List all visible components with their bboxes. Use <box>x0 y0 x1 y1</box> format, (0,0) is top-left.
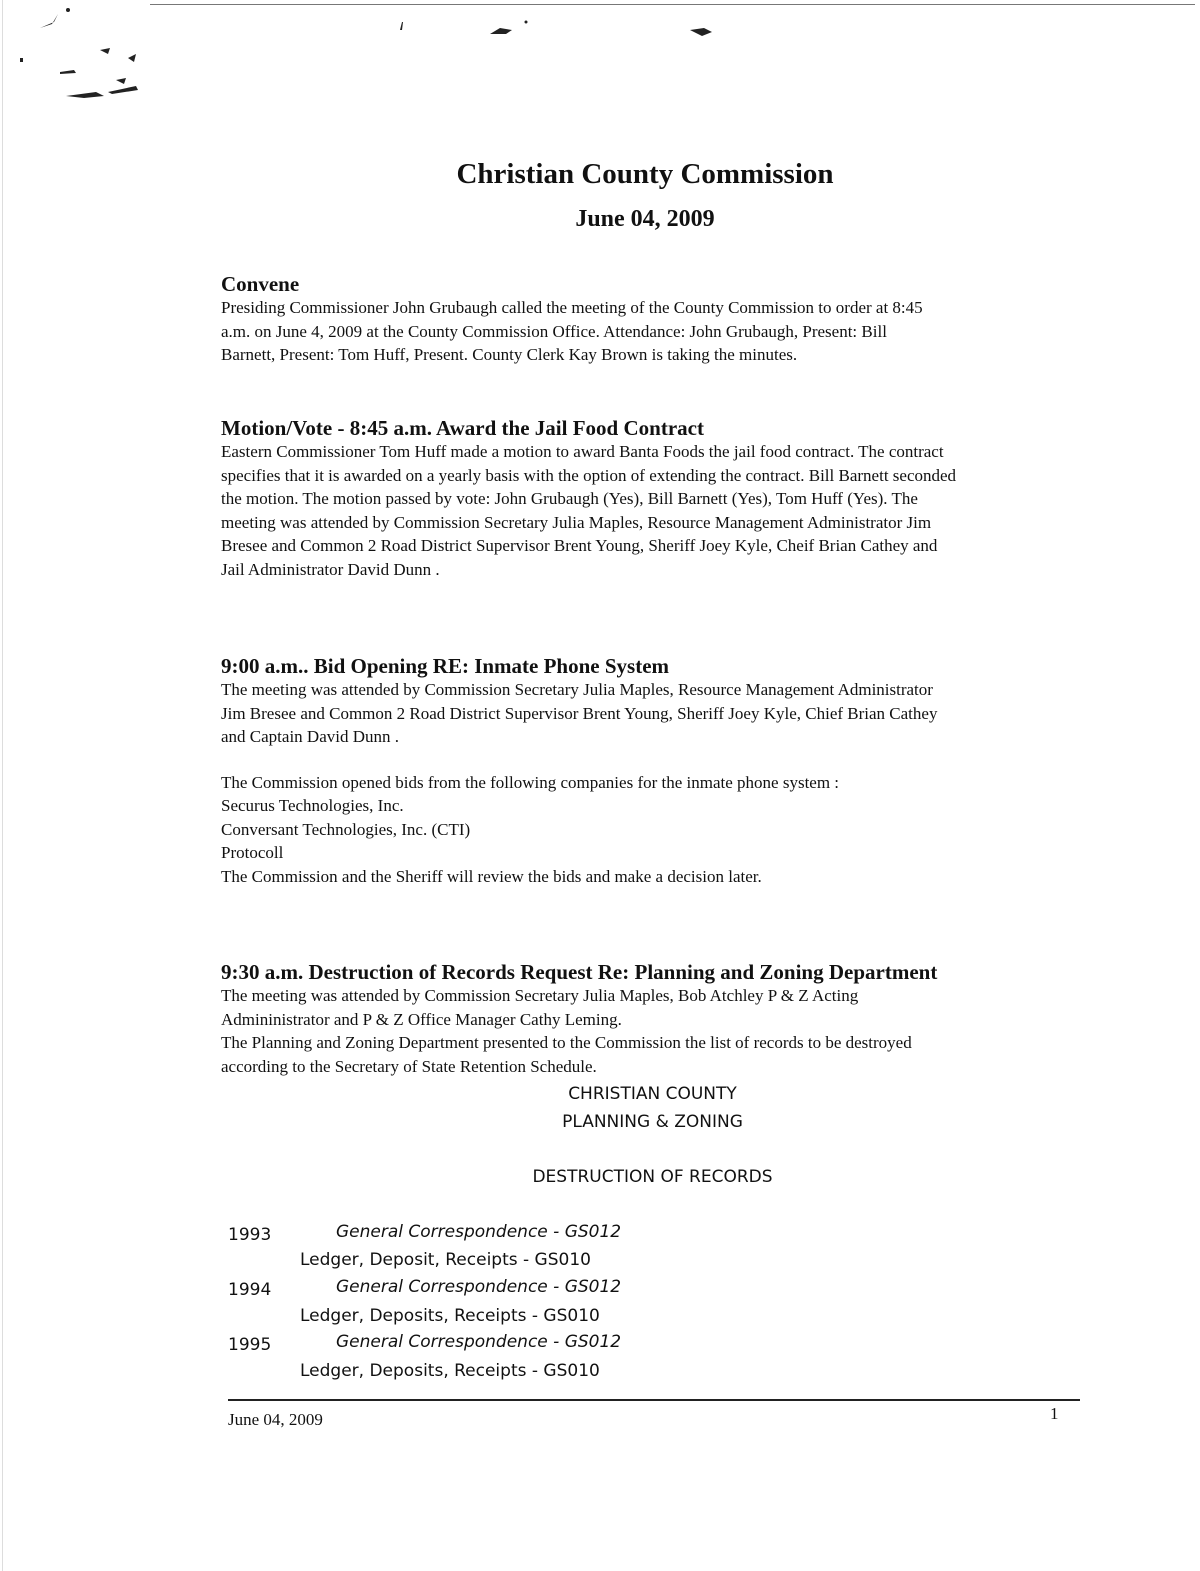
record-item: General Correspondence - GS012 <box>336 1277 622 1297</box>
section-motion-vote <box>221 416 1101 581</box>
section-heading: 9:00 a.m.. Bid Opening RE: Inmate Phone System <box>221 654 670 678</box>
record-year: 1993 <box>228 1225 272 1245</box>
text-line: Eastern Commissioner Tom Huff made a motion to award Banta Foods the jail food contract. The contract <box>221 442 944 461</box>
text-line: The Commission and the Sheriff will review the bids and make a decision later. <box>221 866 762 886</box>
scan-edge <box>2 0 3 1571</box>
text-line: the motion. The motion passed by vote: John Grubaugh (Yes), Bill Barnett (Yes), Tom Huff (Yes). The <box>221 489 918 508</box>
records-header-dept: PLANNING & ZONING <box>562 1112 743 1132</box>
text-line: Conversant Technologies, Inc. (CTI) <box>221 819 471 839</box>
text-line: meeting was attended by Commission Secretary Julia Maples, Resource Management Administrator Jim <box>221 512 932 532</box>
section-convene <box>221 272 1101 367</box>
text-line: specifies that it is awarded on a yearly basis with the option of extending the contract. Bill Barnett seconded <box>221 465 957 485</box>
paragraph <box>221 771 1101 889</box>
document-title: Christian County Commission <box>456 158 834 190</box>
record-year: 1994 <box>228 1280 272 1300</box>
paragraph <box>221 440 1101 581</box>
footer-rule <box>228 1399 1080 1401</box>
scan-specks <box>0 0 760 110</box>
record-item: Ledger, Deposits, Receipts - GS010 <box>300 1306 600 1326</box>
paragraph <box>221 296 1101 367</box>
paragraph <box>221 678 1101 749</box>
record-item: Ledger, Deposit, Receipts - GS010 <box>300 1250 591 1270</box>
text-line: according to the Secretary of State Retention Schedule. <box>221 1056 597 1076</box>
record-item: Ledger, Deposits, Receipts - GS010 <box>300 1361 600 1381</box>
records-header-county: CHRISTIAN COUNTY <box>568 1084 737 1104</box>
text-line: and Captain David Dunn . <box>221 727 399 746</box>
text-line: Admininistrator and P & Z Office Manager Cathy Leming. <box>221 1009 622 1029</box>
text-line: The Planning and Zoning Department presented to the Commission the list of records to be destroyed <box>221 1033 912 1052</box>
paragraph <box>221 984 1121 1078</box>
record-item: General Correspondence - GS012 <box>336 1332 622 1352</box>
document-date: June 04, 2009 <box>575 206 715 232</box>
records-subheader: DESTRUCTION OF RECORDS <box>532 1167 773 1187</box>
text-line: Jail Administrator David Dunn . <box>221 559 440 579</box>
section-heading: 9:30 a.m. Destruction of Records Request Re: Planning and Zoning Department <box>221 960 938 984</box>
page-number: 1 <box>1050 1404 1059 1423</box>
section-bid-opening <box>221 654 1101 888</box>
text-line: Jim Bresee and Common 2 Road District Supervisor Brent Young, Sheriff Joey Kyle, Chief Brian Cathey <box>221 703 938 723</box>
text-line: The Commission opened bids from the following companies for the inmate phone system : <box>221 772 840 792</box>
text-line: Barnett, Present: Tom Huff, Present. County Clerk Kay Brown is taking the minutes. <box>221 345 798 364</box>
text-line: a.m. on June 4, 2009 at the County Commission Office. Attendance: John Grubaugh, Present: Bill <box>221 321 887 341</box>
section-heading: Convene <box>221 272 300 296</box>
section-destruction-of-records <box>221 960 1121 1078</box>
text-line: Protocoll <box>221 843 284 862</box>
text-line: The meeting was attended by Commission Secretary Julia Maples, Resource Management Administrator <box>221 680 933 699</box>
record-year: 1995 <box>228 1335 272 1355</box>
record-item: General Correspondence - GS012 <box>336 1222 622 1242</box>
text-line: Securus Technologies, Inc. <box>221 796 404 815</box>
text-line: Presiding Commissioner John Grubaugh called the meeting of the County Commission to order at 8:45 <box>221 298 923 317</box>
text-line: The meeting was attended by Commission Secretary Julia Maples, Bob Atchley P & Z Acting <box>221 986 859 1005</box>
text-line: Bresee and Common 2 Road District Supervisor Brent Young, Sheriff Joey Kyle, Cheif Brian Cathey and <box>221 536 938 555</box>
footer-date: June 04, 2009 <box>228 1410 323 1429</box>
section-heading: Motion/Vote - 8:45 a.m. Award the Jail Food Contract <box>221 416 704 440</box>
